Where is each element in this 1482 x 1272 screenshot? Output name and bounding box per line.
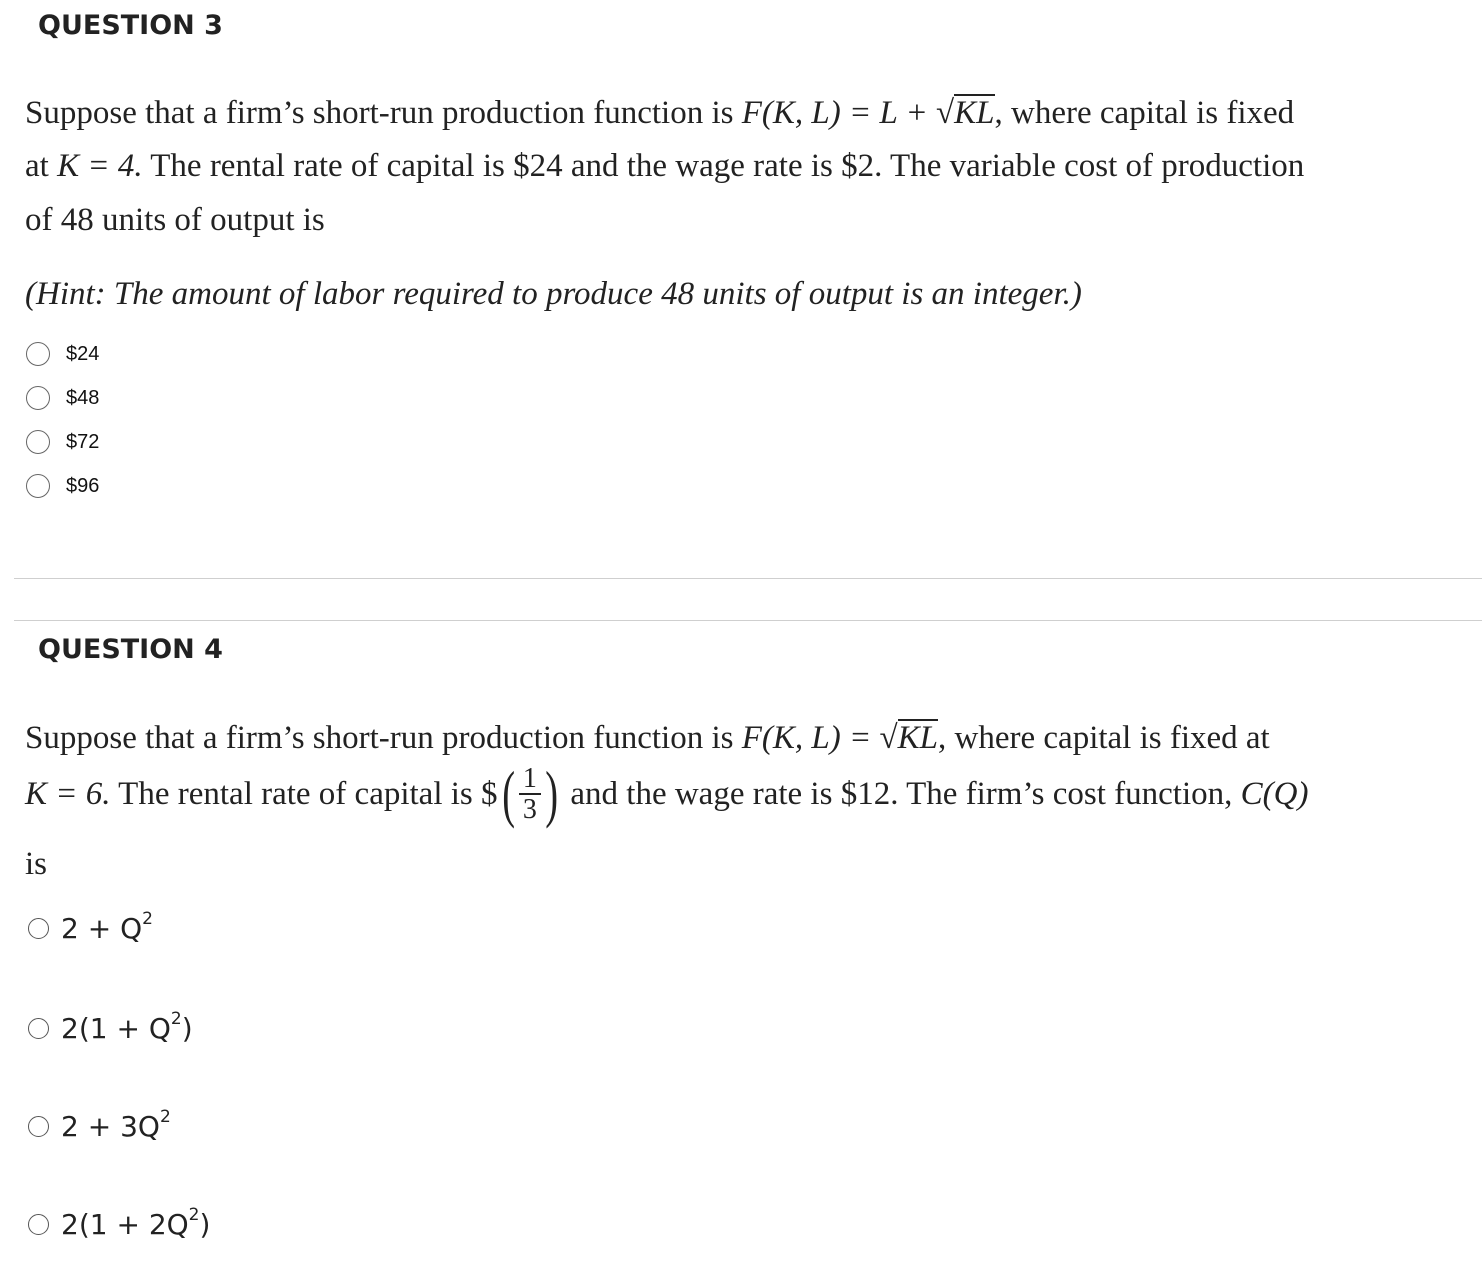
option-exponent: 2 <box>142 909 153 929</box>
fraction-denominator: 3 <box>522 794 537 825</box>
question-4-stem-line-2 <box>25 758 1445 829</box>
option-label <box>61 909 153 945</box>
option-label: $48 <box>66 386 100 409</box>
question-4-option-4[interactable] <box>28 1205 211 1241</box>
question-3-stem-line-3: of 48 units of output is <box>25 202 325 238</box>
question-3-stem-line-2 <box>25 148 1445 185</box>
option-label <box>61 1107 171 1143</box>
left-paren: ( <box>501 758 515 829</box>
stem-text: The rental rate of capital is $ <box>110 775 498 812</box>
option-base: 2 + 3Q <box>61 1110 160 1143</box>
math-expression: F(K, L) = L + <box>741 95 937 131</box>
fraction <box>519 764 541 825</box>
question-3-hint: (Hint: The amount of labor required to produce 48 units of output is an integer.) <box>25 276 1082 312</box>
radio-button[interactable] <box>28 1018 49 1039</box>
question-3-option-2[interactable] <box>26 386 99 410</box>
sqrt-expression: √KL <box>936 95 995 131</box>
option-base: 2(1 + Q <box>61 1012 171 1045</box>
stem-text: , where capital is fixed <box>994 95 1295 131</box>
option-tail: ) <box>181 1012 193 1045</box>
radio-button[interactable] <box>26 342 50 366</box>
stem-text: Suppose that a firm’s short-run production function is <box>25 720 742 756</box>
fraction-numerator: 1 <box>519 764 541 795</box>
option-exponent: 2 <box>159 1107 171 1127</box>
question-4-title: QUESTION 4 <box>38 634 223 665</box>
option-label: $24 <box>66 342 100 365</box>
radio-button[interactable] <box>26 474 50 498</box>
divider <box>14 578 1482 579</box>
option-tail: ) <box>199 1208 211 1241</box>
option-base: 2 + Q <box>61 912 143 945</box>
stem-text: The rental rate of capital is $24 and the wage rate is $2. The variable cost of production <box>142 148 1305 184</box>
radio-button[interactable] <box>26 386 50 410</box>
math-expression: K = 6. <box>25 775 111 812</box>
question-4-option-1[interactable] <box>28 909 153 945</box>
option-label: $96 <box>66 474 100 497</box>
radio-button[interactable] <box>26 430 50 454</box>
question-3-title: QUESTION 3 <box>38 10 223 41</box>
radicand: KL <box>954 95 995 131</box>
radio-button[interactable] <box>28 918 49 939</box>
radicand: KL <box>897 720 939 756</box>
question-4-stem-line-3: is <box>25 846 48 882</box>
math-expression: C(Q) <box>1240 775 1309 812</box>
option-label <box>61 1009 193 1045</box>
option-label <box>61 1205 211 1241</box>
question-4-option-2[interactable] <box>28 1009 193 1045</box>
radio-button[interactable] <box>28 1214 49 1235</box>
stem-text: at <box>25 148 58 184</box>
option-exponent: 2 <box>170 1009 182 1029</box>
stem-text: and the wage rate is $12. The firm’s cost function, <box>562 775 1241 812</box>
stem-text: Suppose that a firm’s short-run production function is <box>25 95 742 131</box>
option-base: 2(1 + 2Q <box>61 1208 189 1241</box>
option-exponent: 2 <box>188 1205 200 1225</box>
option-label: $72 <box>66 430 100 453</box>
sqrt-expression: √KL <box>879 720 939 756</box>
math-expression: F(K, L) = <box>741 720 880 756</box>
divider <box>14 620 1482 621</box>
right-paren: ) <box>545 758 558 829</box>
question-4-stem-line-1 <box>25 719 1445 757</box>
question-4-option-3[interactable] <box>28 1107 171 1143</box>
radio-button[interactable] <box>28 1116 49 1137</box>
question-3-option-1[interactable] <box>26 342 99 366</box>
question-3-option-4[interactable] <box>26 474 99 498</box>
math-expression: K = 4. <box>57 148 143 184</box>
stem-text: , where capital is fixed at <box>938 720 1270 756</box>
question-3-option-3[interactable] <box>26 430 99 454</box>
question-3-stem-line-1 <box>25 94 1445 132</box>
